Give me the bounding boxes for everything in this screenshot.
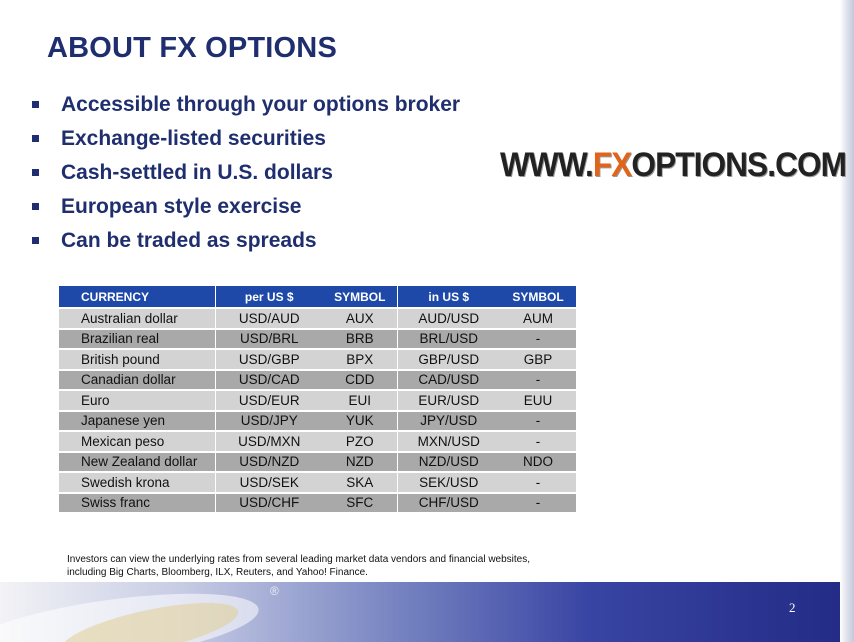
table-header-row	[59, 286, 576, 308]
table-row	[59, 349, 576, 370]
table-row	[59, 370, 576, 391]
cell-in-usd: AUD/USD	[397, 308, 500, 329]
footer-band	[0, 582, 840, 642]
bullet-list	[32, 90, 460, 260]
cell-per-usd: USD/GBP	[215, 349, 323, 370]
footnote-line-1: Investors can view the underlying rates from several leading market data vendors and financial websites,	[67, 554, 531, 565]
footnote	[67, 553, 587, 579]
cell-symbol: BRB	[323, 329, 397, 350]
bullet-marker-icon	[32, 135, 39, 142]
cell-in-usd: EUR/USD	[397, 390, 500, 411]
cell-in-usd: JPY/USD	[397, 411, 500, 432]
cell-currency: Euro	[59, 390, 215, 411]
registered-mark-icon: ®	[270, 584, 279, 598]
cell-in-usd: CHF/USD	[397, 493, 500, 514]
cell-symbol: PZO	[323, 431, 397, 452]
cell-symbol: AUX	[323, 308, 397, 329]
fxoptions-url-logo[interactable]	[500, 146, 846, 185]
cell-symbol: EUI	[323, 390, 397, 411]
cell-symbol-inverse: NDO	[500, 452, 576, 473]
url-suffix: .COM	[767, 146, 847, 184]
bullet-marker-icon	[32, 169, 39, 176]
cell-in-usd: BRL/USD	[397, 329, 500, 350]
bullet-marker-icon	[32, 203, 39, 210]
bullet-text: Exchange-listed securities	[61, 127, 326, 150]
table-row	[59, 472, 576, 493]
cell-symbol-inverse: -	[500, 370, 576, 391]
cell-symbol-inverse: EUU	[500, 390, 576, 411]
cell-symbol-inverse: GBP	[500, 349, 576, 370]
header-currency: CURRENCY	[59, 286, 215, 308]
cell-per-usd: USD/EUR	[215, 390, 323, 411]
header-symbol-2: SYMBOL	[500, 286, 576, 308]
cell-symbol: SFC	[323, 493, 397, 514]
cell-symbol: NZD	[323, 452, 397, 473]
cell-per-usd: USD/AUD	[215, 308, 323, 329]
table-row	[59, 329, 576, 350]
cell-symbol: CDD	[323, 370, 397, 391]
slide-title: ABOUT FX OPTIONS	[47, 32, 337, 64]
bullet-item	[32, 90, 460, 124]
cell-per-usd: USD/CAD	[215, 370, 323, 391]
url-middle: OPTIONS	[631, 146, 768, 184]
cell-per-usd: USD/NZD	[215, 452, 323, 473]
cell-symbol: BPX	[323, 349, 397, 370]
cell-currency: Canadian dollar	[59, 370, 215, 391]
cell-in-usd: MXN/USD	[397, 431, 500, 452]
table-row	[59, 390, 576, 411]
cell-symbol: YUK	[323, 411, 397, 432]
bullet-marker-icon	[32, 101, 39, 108]
cell-currency: Swedish krona	[59, 472, 215, 493]
cell-per-usd: USD/CHF	[215, 493, 323, 514]
page-number: 2	[789, 600, 796, 615]
url-prefix: WWW.	[500, 146, 593, 184]
cell-in-usd: NZD/USD	[397, 452, 500, 473]
cell-in-usd: GBP/USD	[397, 349, 500, 370]
cell-symbol-inverse: -	[500, 329, 576, 350]
cell-currency: Brazilian real	[59, 329, 215, 350]
table-row	[59, 493, 576, 514]
bullet-item	[32, 124, 460, 158]
cell-symbol-inverse: -	[500, 431, 576, 452]
cell-currency: Japanese yen	[59, 411, 215, 432]
bullet-text: Cash-settled in U.S. dollars	[61, 161, 333, 184]
table-row	[59, 452, 576, 473]
fx-options-table	[59, 286, 576, 514]
cell-currency: Mexican peso	[59, 431, 215, 452]
footnote-line-2: including Big Charts, Bloomberg, ILX, Reuters, and Yahoo! Finance.	[67, 567, 368, 578]
cell-per-usd: USD/JPY	[215, 411, 323, 432]
table-row	[59, 308, 576, 329]
bullet-text: Accessible through your options broker	[61, 93, 461, 116]
cell-symbol-inverse: AUM	[500, 308, 576, 329]
cell-currency: New Zealand dollar	[59, 452, 215, 473]
table-row	[59, 411, 576, 432]
cell-per-usd: USD/SEK	[215, 472, 323, 493]
header-symbol-1: SYMBOL	[323, 286, 397, 308]
header-in-usd: in US $	[397, 286, 500, 308]
bullet-text: European style exercise	[61, 195, 302, 218]
cell-in-usd: CAD/USD	[397, 370, 500, 391]
cell-currency: British pound	[59, 349, 215, 370]
cell-per-usd: USD/MXN	[215, 431, 323, 452]
bullet-marker-icon	[32, 237, 39, 244]
cell-symbol-inverse: -	[500, 472, 576, 493]
table-row	[59, 431, 576, 452]
cell-per-usd: USD/BRL	[215, 329, 323, 350]
cell-currency: Swiss franc	[59, 493, 215, 514]
cell-symbol-inverse: -	[500, 493, 576, 514]
cell-currency: Australian dollar	[59, 308, 215, 329]
cell-symbol: SKA	[323, 472, 397, 493]
cell-symbol-inverse: -	[500, 411, 576, 432]
cell-in-usd: SEK/USD	[397, 472, 500, 493]
bullet-item	[32, 192, 460, 226]
slide-edge-shading	[840, 0, 854, 642]
header-per-usd: per US $	[215, 286, 323, 308]
bullet-item	[32, 158, 460, 192]
url-accent: FX	[592, 146, 632, 184]
bullet-item	[32, 226, 460, 260]
bullet-text: Can be traded as spreads	[61, 229, 317, 252]
